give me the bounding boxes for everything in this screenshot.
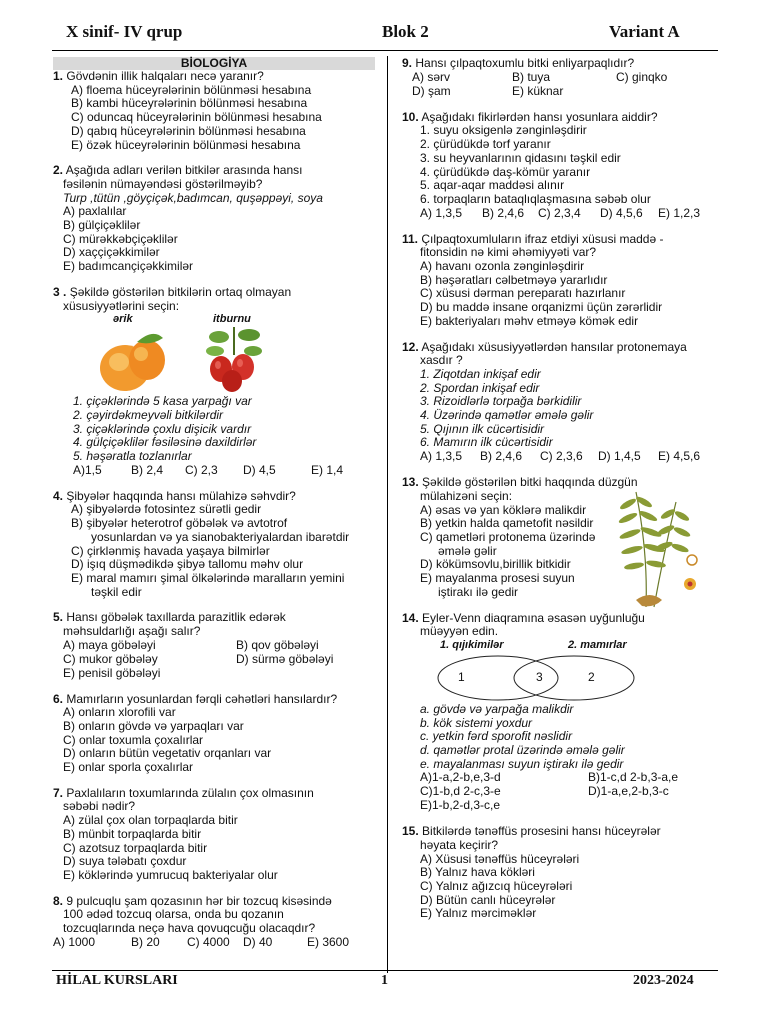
feature-3: 3. çiçəklərində çoxlu dişicik vardır [73,421,252,436]
fern-image [606,482,706,612]
question-number: 5. [53,610,64,625]
option-a[interactable]: A) zülal çox olan torpaqlarda bitir [63,813,238,828]
question-number: 8. [53,893,64,908]
option-e-cont: iştirakı ilə gedir [438,584,519,599]
question-text: Şibyələr haqqında hansı mülahizə səhvdir? [66,488,296,503]
option-b[interactable]: B) Yalnız hava kökləri [420,865,535,880]
option-e[interactable]: E) küknar [512,83,564,98]
option-d[interactable]: D) xaççiçəkkimilər [63,245,160,260]
feature-1: 1. çiçəklərində 5 kasa yarpağı var [73,394,252,409]
statement-c: c. yetkin fərd sporofit nəslidir [420,729,573,744]
question-text: Hansı çılpaqtoxumlu bitki enliyarpaqlıdır? [415,56,635,70]
statement-6: 6. torpaqların bataqlıqlaşmasına səbəb olur [420,191,651,206]
option-a[interactable]: A) sərv [412,69,451,84]
option-c[interactable]: C) azotsuz torpaqlarda bitir [63,840,208,855]
option-d[interactable]: D) suya tələbatı çoxdur [63,854,187,869]
feature-4: 4. Üzərində qamətlər əmələ gəlir [420,408,594,423]
option-a[interactable]: A) havanı ozonla zənginləşdirir [420,259,585,274]
option-b[interactable]: B) qov göbələyi [236,637,319,652]
page-number: 1 [381,973,388,988]
option-e[interactable]: E) özək hüceyrələrinin bölünməsi hesabına [71,137,301,152]
question-number: 9. [402,56,413,70]
option-c[interactable]: C) 2,3,4 [538,205,581,220]
question-text-cont: mülahizəni seçin: [420,488,513,503]
option-a[interactable]: A) floema hüceyrələrinin bölünməsi hesabına [71,82,312,97]
option-b[interactable]: B) yetkin halda qametofit nəsildir [420,516,594,531]
venn-region-3: 3 [536,669,543,684]
question-number: 15. [402,824,419,839]
option-b[interactable]: B)1-c,d 2-b,3-a,e [588,770,679,785]
question-14 [402,612,724,814]
option-c[interactable]: C) mürəkkəbçiçəklilər [63,231,178,246]
option-e[interactable]: E) mayalanma prosesi suyun [420,571,575,586]
option-b[interactable]: B) onların gövdə və yarpaqları var [63,718,244,733]
footer-publisher: HİLAL KURSLARI [56,973,178,988]
option-c-cont: əmələ gəlir [438,543,497,558]
option-a[interactable]: A) 1,3,5 [420,449,463,464]
option-c[interactable]: C) ginqko [616,69,668,84]
right-column [402,57,724,921]
question-4 [53,490,383,600]
option-c[interactable]: C) mukor göbələy [63,651,158,666]
option-e[interactable]: E) Yalnız mərciməklər [420,906,537,921]
apricot-image [97,326,169,394]
feature-6: 6. Mamırın ilk cücərtisidir [420,435,553,450]
option-d[interactable]: D) onların bütün vegetativ orqanları var [63,746,272,761]
question-15 [402,825,724,921]
question-text: Paxlalıların toxumlarında zülalın çox olmasının [66,785,314,800]
question-number: 14. [402,610,419,625]
option-d[interactable]: D)1-a,e,2-b,3-c [588,784,669,799]
header-block: Blok 2 [382,22,429,41]
question-text-cont: həyata keçirir? [420,837,499,852]
option-b[interactable]: B) münbit torpaqlarda bitir [63,826,202,841]
option-c[interactable]: C) 4000 [187,934,230,949]
question-9 [402,57,724,99]
option-e[interactable]: E) 4,5,6 [658,449,701,464]
question-6 [53,693,383,775]
venn-diagram [402,639,724,703]
option-d[interactable]: D) 40 [243,934,273,949]
option-a[interactable]: A)1,5 [73,462,102,477]
question-number: 4. [53,488,64,503]
feature-3: 3. Rizoidlərlə torpağa bərkidilir [420,394,582,409]
statement-1: 1. suyu oksigenlə zənginləşdirir [420,123,587,138]
footer-rule [52,970,718,971]
option-c[interactable]: C) xüsusi dərman pereparatı hazırlanır [420,286,626,301]
option-c[interactable]: C) qametləri protonema üzərində [420,529,596,544]
question-text: 9 pulcuqlu şam qozasının hər bir tozcuq kisəsində [66,893,332,908]
venn-region-2: 2 [588,669,595,684]
option-a[interactable]: A) paxlalılar [63,204,127,219]
venn-label-1: 1. qıjıkimilər [440,638,504,651]
option-b[interactable]: B) 2,4,6 [482,205,525,220]
question-number: 2. [53,163,64,178]
option-b[interactable]: B) 20 [131,934,160,949]
feature-5: 5. həşəratla tozlanırlar [73,449,192,464]
question-number: 11. [402,231,419,246]
question-text: Şəkildə göstərilən bitki haqqında düzgün [422,475,638,490]
question-text-cont: fitonsidin nə kimi əhəmiyyəti var? [420,245,597,260]
question-10 [402,111,724,221]
option-c[interactable]: C) 2,3 [185,462,218,477]
option-b[interactable]: B) kambi hüceyrələrinin bölünməsi hesabına [71,96,308,111]
option-a[interactable]: A) şibyələrdə fotosintez sürətli gedir [71,502,262,517]
question-text: Gövdənin illik halqaları necə yaranır? [66,69,264,83]
question-text: Aşağıda adları verilən bitkilər arasında hansı [65,163,303,178]
question-1 [53,70,383,152]
statement-3: 3. su heyvanlarının qidasını təşkil edir [420,150,621,165]
question-text: Çılpaqtoxumluların ifraz etdiyi xüsusi maddə - [421,231,664,246]
option-e-cont: təşkil edir [91,584,142,599]
option-b[interactable]: B) 2,4,6 [480,449,523,464]
rosehip-image [201,325,267,395]
option-b-cont: yosunlardan və ya sianobakteriyalardan ibarətdir [91,529,350,544]
left-column [53,57,383,950]
option-d[interactable]: D) sürmə göbələyi [236,651,334,666]
question-11 [402,233,724,329]
venn-label-2: 2. mamırlar [568,638,627,651]
option-a[interactable]: A) 1000 [53,934,96,949]
answer-row [402,207,724,221]
question-text: Aşağıdakı fikirlərdən hansı yosunlara aiddir? [421,109,658,124]
question-number: 3 . [53,284,67,299]
option-e[interactable]: E) 3600 [307,934,350,949]
question-5 [53,611,383,680]
option-d[interactable]: D) işıq düşmədikdə şibyə tallomu məhv olur [71,557,304,572]
option-c[interactable]: C) oduncaq hüceyrələrinin bölünməsi hesabına [71,110,322,125]
option-e[interactable]: E) onlar sporla çoxalırlar [63,760,194,775]
question-number: 10. [402,109,419,124]
option-e[interactable]: E) 1,4 [311,462,344,477]
question-number: 7. [53,785,64,800]
question-text-cont-2: tozcuqlarında neçə hava qovuqcuğu olacaqdır? [63,921,316,936]
plant-list: Turp ,tütün ,göyçiçək,badımcan, quşəppəyi, soya [63,190,323,205]
question-text: Aşağıdakı xüsusiyyətlərdən hansılar protonemaya [421,339,687,354]
feature-2: 2. çəyirdəkmeyvəli bitkilərdir [73,407,224,422]
option-c[interactable]: C) 2,3,6 [540,449,583,464]
option-d[interactable]: D) qabıq hüceyrələrinin bölünməsi hesabına [71,123,306,138]
option-b[interactable]: B) şibyələr heterotrof göbələk və avtotrof [71,516,288,531]
option-a[interactable]: A) 1,3,5 [420,205,463,220]
feature-1: 1. Ziqotdan inkişaf edir [420,366,541,381]
question-text-cont: xüsusiyyətlərini seçin: [63,298,180,313]
question-text-cont: səbəbi nədir? [63,799,136,814]
question-text-cont: məhsuldarlığı aşağı salır? [63,624,201,639]
question-text: Bitkilərdə tənəffüs prosesini hansı hüceyrələr [422,824,661,839]
question-number: 12. [402,339,419,354]
question-text: Eyler-Venn diaqramına əsasən uyğunluğu [422,610,645,625]
option-d[interactable]: D) 1,4,5 [598,449,641,464]
answer-row [53,464,383,478]
section-title: BİOLOGİYA [53,57,375,70]
question-number: 1. [53,69,64,83]
answer-row [402,450,724,464]
option-d[interactable]: D) kökümsovlu,birillik bitkidir [420,557,571,572]
statement-b: b. kök sistemi yoxdur [420,715,533,730]
question-text-cont: 100 ədəd tozcuq olarsa, onda bu qozanın [63,907,284,922]
option-c[interactable]: C) Yalnız ağızcıq hüceyrələri [420,878,573,893]
feature-2: 2. Spordan inkişaf edir [420,380,540,395]
option-b[interactable]: B) həşəratları cəlbetməyə yararlıdır [420,272,608,287]
question-text-cont: xasdır ? [420,353,463,368]
question-12 [402,341,724,465]
option-c[interactable]: C) onlar toxumla çoxalırlar [63,732,204,747]
statement-2: 2. çürüdükdə torf yaranır [420,137,551,152]
plant-images [53,313,383,395]
statement-4: 4. çürüdükdə daş-kömür yaranır [420,164,591,179]
option-e[interactable]: E) köklərində yumrucuq bakteriyalar olur [63,867,278,882]
option-e[interactable]: E) maral mamırı şimal ölkələrində maralların yemini [71,570,345,585]
question-7 [53,787,383,883]
statement-a: a. gövdə və yarpağa malikdir [420,701,574,716]
question-text-cont: müəyyən edin. [420,624,499,639]
option-d[interactable]: D) şam [412,83,451,98]
header-class-group: X sinif- IV qrup [66,22,183,41]
option-e[interactable]: E) badımcançiçəkkimilər [63,259,194,274]
question-number: 6. [53,691,64,706]
option-b[interactable]: B) tuya [512,69,551,84]
option-e[interactable]: E) penisil göbələyi [63,665,161,680]
column-divider [387,56,388,973]
feature-5: 5. Qıjının ilk cücərtisidir [420,421,545,436]
option-a[interactable]: A) Xüsusi tənəffüs hüceyrələri [420,851,580,866]
option-d[interactable]: D) 4,5 [243,462,276,477]
statement-5: 5. aqar-aqar maddəsi alınır [420,178,565,193]
header-variant: Variant A [609,22,680,41]
statement-d: d. qamətlər protal üzərində əmələ gəlir [420,743,625,758]
option-a[interactable]: A)1-a,2-b,e,3-d [420,770,501,785]
question-2 [53,164,383,274]
option-b[interactable]: B) gülçiçəklilər [63,218,141,233]
option-e[interactable]: E) 1,2,3 [658,205,701,220]
rosehip-label: itburnu [213,313,251,326]
option-b[interactable]: B) 2,4 [131,462,164,477]
question-8 [53,895,383,950]
question-3 [53,286,383,478]
footer-year: 2023-2024 [633,973,694,988]
question-number: 13. [402,475,419,490]
option-a[interactable]: A) maya göbələyi [63,637,156,652]
option-d[interactable]: D) Bütün canlı hüceyrələr [420,892,556,907]
option-e[interactable]: E)1-b,2-d,3-c,e [420,798,501,813]
question-text-cont: fəsilənin nümayəndəsi göstərilməyib? [63,176,263,191]
option-d[interactable]: D) bu maddə insane orqanizmi üçün zərərlidir [420,300,663,315]
option-c[interactable]: C) çirklənmiş havada yaşaya bilmirlər [71,543,270,558]
question-text: Hansı göbələk taxıllarda parazitlik edərək [66,610,286,625]
question-13 [402,476,724,599]
option-a[interactable]: A) onların xlorofili var [63,705,176,720]
venn-region-1: 1 [458,669,465,684]
apricot-label: ərik [113,313,133,326]
answer-row [53,936,383,950]
header-rule [52,50,718,51]
question-text: Şəkildə göstərilən bitkilərin ortaq olmayan [69,284,292,299]
option-d[interactable]: D) 4,5,6 [600,205,643,220]
question-text: Mamırların yosunlardan fərqli cəhətləri hansılardır? [66,691,338,706]
feature-4: 4. gülçiçəklilər fəsiləsinə daxildirlər [73,435,257,450]
option-c[interactable]: C)1-b,d 2-c,3-e [420,784,501,799]
option-e[interactable]: E) bakteriyaları məhv etməyə kömək edir [420,313,639,328]
statement-e: e. mayalanması suyun iştirakı ilə gedir [420,756,624,771]
option-a[interactable]: A) əsas və yan köklərə malikdir [420,502,587,517]
